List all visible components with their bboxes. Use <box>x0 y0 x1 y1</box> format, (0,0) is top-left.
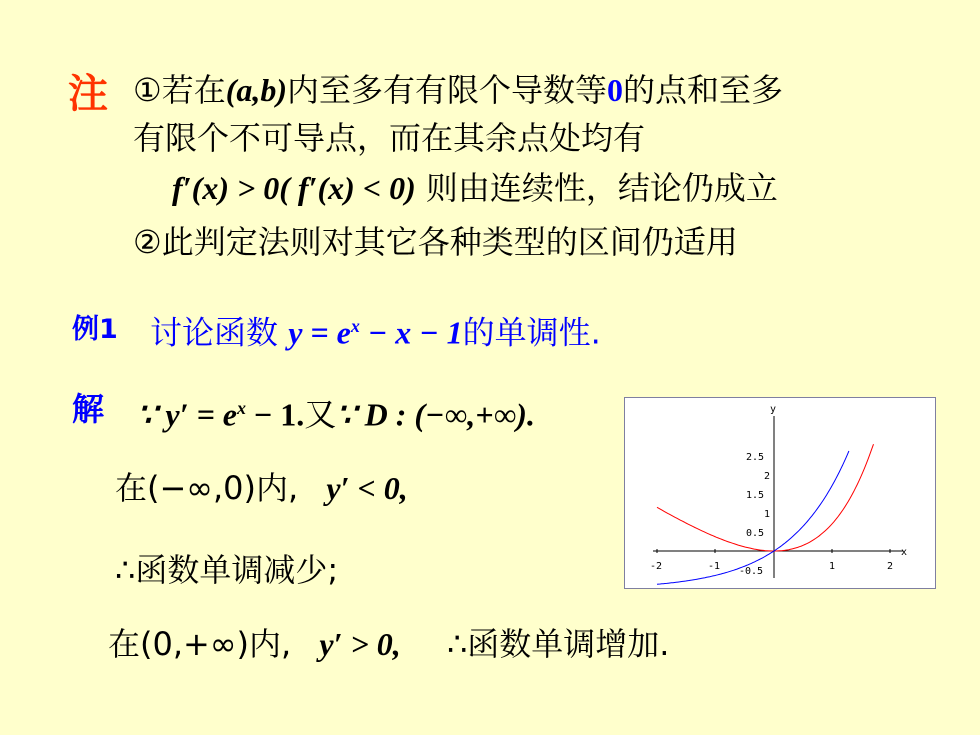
example-label: 例1 <box>72 314 118 345</box>
note-item1-conclusion: 则由连续性，结论仍成立 <box>425 169 778 207</box>
x-axis-label: x <box>901 547 908 558</box>
x-tick: -2 <box>650 561 663 572</box>
y-tick: 2 <box>764 471 771 482</box>
solution-line4 <box>108 624 669 664</box>
x-tick: 2 <box>887 561 894 572</box>
example-exponent: x <box>350 316 360 336</box>
note-item1-line2: 有限个不可导点，而在其余点处均有 <box>133 119 646 157</box>
note-item1-line3 <box>172 168 778 208</box>
y-axis-label: y <box>770 404 777 415</box>
y-tick: 1 <box>764 509 771 520</box>
solution-line1 <box>137 388 535 435</box>
note-zero: 0 <box>607 72 624 108</box>
y-tick: -0.5 <box>739 566 764 577</box>
solution-derivative: ∵ y′ = e <box>137 396 237 433</box>
note-item2: ②此判定法则对其它各种类型的区间仍适用 <box>133 223 738 261</box>
note-interval: (a,b) <box>225 72 288 108</box>
solution-line2 <box>115 468 408 508</box>
example-function-tail: − x − 1 <box>359 314 463 351</box>
solution-label: 解 <box>72 390 105 428</box>
function-graph <box>624 397 936 589</box>
x-tick: -1 <box>708 561 721 572</box>
example-statement <box>150 306 601 353</box>
y-tick: 1.5 <box>746 490 765 501</box>
example-suffix: 的单调性. <box>462 313 601 352</box>
function-curve <box>657 444 874 551</box>
solution-increasing: ∴函数单调增加. <box>446 625 670 663</box>
note-item1-suffix: 的点和至多 <box>623 71 784 109</box>
solution-domain: ∵ D : (−∞,+∞). <box>336 396 535 433</box>
solution-positive-derivative: y′ > 0, <box>319 626 401 662</box>
x-tick: 1 <box>829 561 836 572</box>
graph-svg <box>625 398 935 588</box>
solution-decreasing: ∴函数单调减少; <box>115 551 339 589</box>
solution-negative-derivative: y′ < 0, <box>326 470 408 506</box>
example-function: y = e <box>288 314 351 351</box>
derivative-curve <box>657 451 849 584</box>
y-tick: 0.5 <box>746 528 765 539</box>
example-prefix: 讨论函数 <box>150 313 279 352</box>
solution-also: 又 <box>304 395 337 434</box>
note-item1-prefix: ①若在 <box>133 71 226 109</box>
note-marker: 注 <box>68 71 108 117</box>
note-derivative-formula: f′(x) > 0( f′(x) < 0) <box>172 170 416 206</box>
solution-interval-neg: 在(−∞,0)内, <box>115 469 299 507</box>
note-item1-mid: 内至多有有限个导数等 <box>287 71 608 109</box>
solution-derivative-tail: − 1. <box>246 396 305 433</box>
solution-exponent: x <box>237 398 246 418</box>
solution-interval-pos: 在(0,+∞)内, <box>108 625 292 663</box>
note-item1-line1 <box>133 70 783 110</box>
y-tick: 2.5 <box>746 452 765 463</box>
